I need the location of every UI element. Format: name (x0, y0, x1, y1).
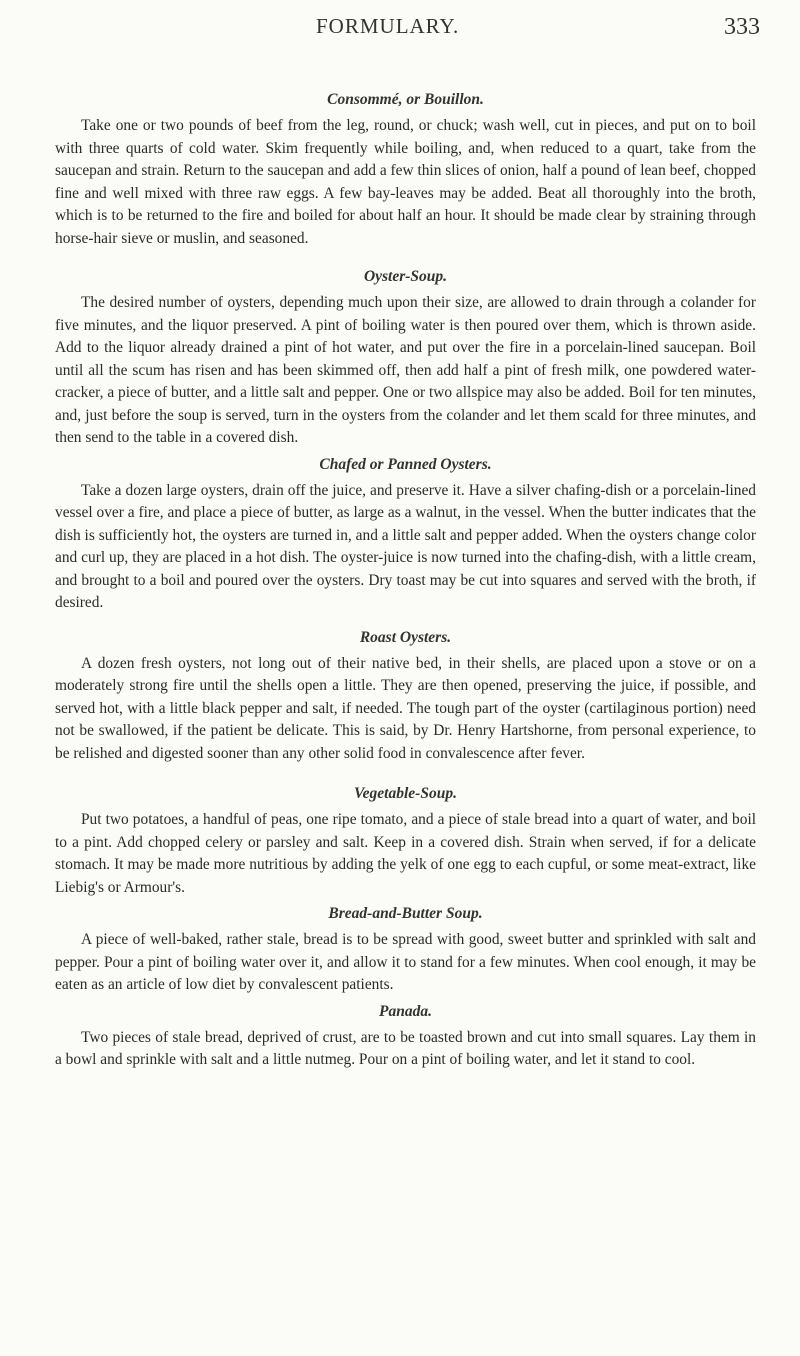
recipe-panada (55, 1001, 756, 1072)
recipe-vegetable-soup (55, 783, 756, 899)
recipe-body: The desired number of oysters, depending much upon their size, are allowed to drain through a colander for five minutes, and the liquor preserved. A pint of boiling water is then poured over them, which is thrown aside. Add to the liquor already drained a pint of hot water, and put over the fire in a porcelain-lined saucepan. Boil until all the scum has risen and has been skimmed off, then add half a pint of fresh milk, one powdered water-cracker, a piece of butter, and a little salt and pepper. One or two allspice may also be added. Boil for ten minutes, and, just before the soup is served, turn in the oysters from the colander and let them scald for three minutes, and then send to the table in a covered dish. (55, 294, 756, 446)
recipe-title: Consommé, or Bouillon. (327, 91, 484, 108)
recipe-body: Put two potatoes, a handful of peas, one ripe tomato, and a piece of stale bread into a quart of water, and boil to a pint. Add chopped celery or parsley and salt. Keep in a covered dish. Strain when served, if for a delicate stomach. It may be made more nutritious by adding the yelk of one egg to each cupful, or some meat-extract, like Liebig's or Armour's. (55, 811, 756, 896)
recipe-body: A dozen fresh oysters, not long out of their native bed, in their shells, are placed upon a stove or on a moderately strong fire until the shells open a little. They are then opened, preserving the juice, if possible, and served hot, with a little black pepper and salt, if needed. The tough part of the oyster (cartilaginous portion) need not be swallowed, if the patient be delicate. This is said, by Dr. Henry Hartshorne, from personal experience, to be relished and digested sooner than any other solid food in convalescence after fever. (55, 654, 756, 762)
recipe-consomme (55, 89, 756, 250)
recipe-title: Oyster-Soup. (363, 268, 448, 285)
recipe-title: Bread-and-Butter Soup. (328, 905, 483, 922)
running-head: FORMULARY. (316, 14, 460, 38)
recipe-bread-and-butter-soup (55, 903, 756, 997)
recipe-roast-oysters (55, 627, 756, 766)
recipe-chafed-oysters (55, 454, 756, 615)
recipe-body: Two pieces of stale bread, deprived of crust, are to be toasted brown and cut into small squares. Lay them in a bowl and sprinkle with salt and a little nutmeg. Pour on a pint of boiling water, and let it stand to cool. (55, 1028, 756, 1068)
page-number: 333 (724, 14, 760, 40)
recipe-title: Chafed or Panned Oysters. (319, 455, 492, 473)
page-content (55, 89, 756, 1072)
recipe-body: Take a dozen large oysters, drain off the juice, and preserve it. Have a silver chafing-dish or a porcelain-lined vessel over a fire, and place a piece of butter, as large as a walnut, in the vessel. When the butter indicates that the dish is sufficiently hot, the oysters are turned in, and a little salt and pepper added. When the oysters change color and curl up, they are placed in a hot dish. The oyster-juice is now turned into the chafing-dish, with a little cream, and brought to a boil and poured over the oysters. Dry toast may be cut into squares and served with the broth, if desired. (55, 481, 756, 611)
recipe-oyster-soup (55, 266, 756, 450)
recipe-title: Vegetable-Soup. (354, 785, 457, 802)
recipe-body: A piece of well-baked, rather stale, bread is to be spread with good, sweet butter and sprinkled with salt and pepper. Pour a pint of boiling water over it, and allow it to stand for a few minutes. When cool enough, it may be eaten as an article of low diet by convalescent patients. (55, 931, 756, 993)
recipe-title: Panada. (379, 1002, 432, 1020)
recipe-title: Roast Oysters. (359, 628, 452, 646)
page-header (0, 14, 800, 54)
recipe-body: Take one or two pounds of beef from the leg, round, or chuck; wash well, cut in pieces, and put on to boil with three quarts of cold water. Skim frequently while boiling, and, when reduced to a quart, take from the saucepan and strain. Return to the saucepan and add a few thin slices of onion, half a pound of lean beef, chopped fine and well mixed with three raw eggs. A few bay-leaves may be added. Beat all thoroughly into the broth, which is to be returned to the fire and boiled for about half an hour. It should be made clear by straining through horse-hair sieve or muslin, and seasoned. (55, 117, 756, 247)
